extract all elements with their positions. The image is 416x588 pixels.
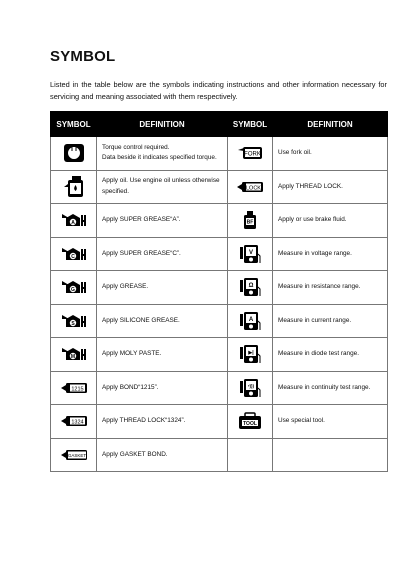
definition-cell: Apply oil. Use engine oil unless otherwise specified.: [97, 170, 228, 204]
symbol-cell: [228, 371, 273, 405]
table-row: [51, 271, 388, 305]
definition-cell: Apply THREAD LOCK“1324”.: [97, 405, 228, 439]
definition-text: Data beside it indicates specified torque.: [102, 154, 217, 162]
symbol-cell: [228, 338, 273, 372]
definition-cell: Use fork oil.: [273, 137, 388, 171]
silicone-grease-icon: [61, 313, 87, 329]
grease-icon: [61, 279, 87, 295]
continuity-tester-icon: [239, 378, 261, 398]
symbol-cell: [51, 304, 97, 338]
diode-tester-icon: [239, 344, 261, 364]
empty-definition-cell: [273, 438, 388, 472]
icon-label: FORK: [244, 151, 261, 158]
definition-cell: Measure in diode test range.: [273, 338, 388, 372]
header-symbol-left: SYMBOL: [51, 112, 97, 137]
gasket-bond-icon: [60, 447, 88, 463]
definition-cell: Use special tool.: [273, 405, 388, 439]
symbol-cell: [51, 371, 97, 405]
definition-cell: Measure in resistance range.: [273, 271, 388, 305]
icon-label: GASKET: [67, 452, 86, 458]
icon-label: 1215: [70, 386, 84, 393]
table-row: [51, 438, 388, 472]
torque-wrench-icon: [63, 143, 85, 163]
oil-can-icon: [63, 175, 85, 199]
definition-cell: Apply or use brake fluid.: [273, 204, 388, 238]
symbol-cell: [51, 237, 97, 271]
super-grease-a-icon: [61, 212, 87, 228]
table-row: [51, 204, 388, 238]
table-row: [51, 338, 388, 372]
special-tool-icon: [238, 412, 262, 430]
table-row: [51, 405, 388, 439]
icon-label: •))): [247, 383, 255, 389]
symbol-cell: [228, 170, 273, 204]
icon-label: ▶|: [248, 350, 254, 357]
brake-fluid-bottle-icon: [242, 210, 258, 230]
voltmeter-icon: [239, 244, 261, 264]
super-grease-c-icon: [61, 246, 87, 262]
symbol-cell: [51, 438, 97, 472]
symbol-cell: [51, 338, 97, 372]
symbol-table: [50, 111, 388, 472]
empty-symbol-cell: [228, 438, 273, 472]
icon-label: 1324: [70, 419, 84, 426]
icon-label: A: [248, 316, 254, 323]
thread-lock-1324-icon: [60, 413, 88, 429]
moly-paste-icon: [61, 346, 87, 362]
header-definition-right: DEFINITION: [273, 112, 388, 137]
fork-oil-can-icon: [237, 145, 263, 161]
thread-lock-tube-icon: [236, 179, 264, 195]
definition-cell: Apply THREAD LOCK.: [273, 170, 388, 204]
page-title: SYMBOL: [50, 48, 116, 65]
table-row: [51, 137, 388, 171]
ohmmeter-icon: [239, 277, 261, 297]
icon-label: G: [70, 287, 75, 294]
bond-1215-icon: [60, 380, 88, 396]
definition-cell: Apply SILICONE GREASE.: [97, 304, 228, 338]
table-row: [51, 170, 388, 204]
icon-label: LOCK: [246, 185, 261, 192]
icon-label: M: [70, 354, 75, 361]
definition-cell: Apply SUPER GREASE“A”.: [97, 204, 228, 238]
definition-cell: Apply MOLY PASTE.: [97, 338, 228, 372]
icon-label: BF: [246, 219, 254, 226]
symbol-cell: [51, 170, 97, 204]
definition-cell: Apply GASKET BOND.: [97, 438, 228, 472]
symbol-cell: [228, 304, 273, 338]
symbol-cell: [51, 137, 97, 171]
icon-label: S: [70, 320, 75, 327]
header-symbol-right: SYMBOL: [228, 112, 273, 137]
icon-label: C: [70, 253, 75, 260]
table-header-row: [51, 112, 388, 137]
definition-cell: Measure in continuity test range.: [273, 371, 388, 405]
ammeter-icon: [239, 311, 261, 331]
symbol-cell: [228, 271, 273, 305]
table-row: [51, 237, 388, 271]
symbol-cell: [51, 271, 97, 305]
definition-text: Torque control required.: [102, 143, 170, 151]
icon-label: A: [70, 220, 75, 227]
symbol-cell: [228, 405, 273, 439]
table-row: [51, 304, 388, 338]
symbol-cell: [228, 137, 273, 171]
definition-cell: Measure in voltage range.: [273, 237, 388, 271]
header-definition-left: DEFINITION: [97, 112, 228, 137]
symbol-cell: [228, 237, 273, 271]
definition-cell: Apply SUPER GREASE“C”.: [97, 237, 228, 271]
symbol-cell: [228, 204, 273, 238]
icon-label: V: [248, 249, 254, 256]
definition-cell: Apply GREASE.: [97, 271, 228, 305]
definition-cell: Measure in current range.: [273, 304, 388, 338]
definition-cell: [97, 137, 228, 171]
intro-paragraph: Listed in the table below are the symbols indicating instructions and other information necessary for servicing and meaning associated with them respectively.: [50, 80, 387, 101]
table-row: [51, 371, 388, 405]
definition-cell: Apply BOND“1215”.: [97, 371, 228, 405]
icon-label: Ω: [248, 283, 254, 290]
symbol-cell: [51, 405, 97, 439]
symbol-cell: [51, 204, 97, 238]
icon-label: TOOL: [243, 421, 257, 428]
